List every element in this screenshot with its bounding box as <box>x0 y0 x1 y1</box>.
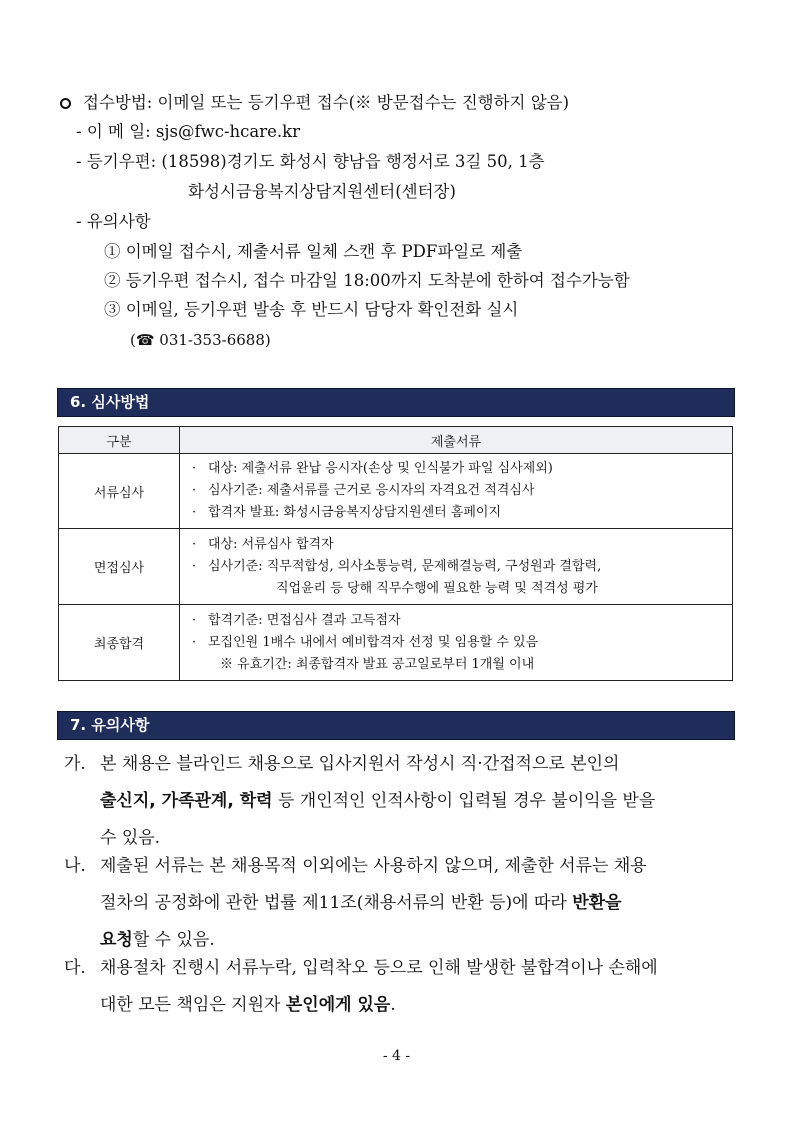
notice-label: 가. <box>64 754 86 774</box>
notes-title: - 유의사항 <box>76 212 151 231</box>
notice-na-line-1: 나. 제출된 서류는 본 채용목적 이외에는 사용하지 않으며, 제출한 서류는 채용 <box>64 848 739 885</box>
notice-na <box>64 848 739 959</box>
note-2: ② 등기우편 접수시, 접수 마감일 18:00까지 도착분에 한하여 접수가능함 <box>104 271 630 290</box>
list-item: · 심사기준: 제출서류를 근거로 응시자의 자격요건 적격심사 <box>192 483 535 498</box>
bold-emphasis: 본인에게 있음 <box>285 995 391 1015</box>
notice-ga-line-3: 수 있음. <box>100 828 161 848</box>
list-item: · 심사기준: 직무적합성, 의사소통능력, 문제해결능력, 구성원과 결합력, <box>192 558 602 574</box>
submission-heading-line <box>60 92 569 114</box>
notice-da <box>64 950 739 1024</box>
notice-da-line-1: 다. 채용절차 진행시 서류누락, 입력착오 등으로 인해 발생한 불합격이나 손해에 <box>64 950 739 987</box>
post-address-line: - 등기우편: (18598)경기도 화성시 향남읍 행정서로 3길 50, 1층 <box>76 152 545 171</box>
post-recipient-line: 화성시금융복지상담지원센터(센터장) <box>188 182 456 201</box>
list-item: · 모집인원 1배수 내에서 예비합격자 선정 및 임용할 수 있음 <box>192 634 539 650</box>
notice-na-line-2: 절차의 공정화에 관한 법률 제11조(채용서류의 반환 등)에 따라 반환을 <box>100 893 622 913</box>
section-7-header: 7. 유의사항 <box>57 711 735 740</box>
row-category: 면접심사 <box>59 529 180 605</box>
validity-note: ※ 유효기간: 최종합격자 발표 공고일로부터 1개월 이내 <box>220 656 535 672</box>
page-number: - 4 - <box>382 1048 411 1064</box>
row-category: 서류심사 <box>59 454 180 529</box>
note-3: ③ 이메일, 등기우편 발송 후 반드시 담당자 확인전화 실시 <box>104 300 519 319</box>
row-items <box>180 529 733 605</box>
list-item: · 합격자 발표: 화성시금융복지상담지원센터 홈페이지 <box>192 505 502 520</box>
row-items <box>180 454 733 529</box>
list-item: · 대상: 제출서류 완납 응시자(손상 및 인식불가 파일 심사제외) <box>192 461 553 476</box>
notice-ga-line-2: 출신지, 가족관계, 학력 등 개인적인 인적사항이 입력될 경우 불이익을 받을 <box>100 791 656 811</box>
notice-na-line-3: 요청할 수 있음. <box>100 930 215 950</box>
phone-number: (☎ 031-353-6688) <box>130 331 271 349</box>
hollow-circle-bullet-icon <box>60 98 71 109</box>
col-category-header: 구분 <box>59 427 180 454</box>
table-row <box>59 529 733 605</box>
notice-ga-line-1: 가. 본 채용은 블라인드 채용으로 입사지원서 작성시 직·간접적으로 본인의 <box>64 746 739 783</box>
list-item-continuation: 직업윤리 등 당해 직무수행에 필요한 능력 및 적격성 평가 <box>276 580 598 596</box>
table-row <box>59 454 733 529</box>
email-line: - 이 메 일: sjs@fwc-hcare.kr <box>76 122 301 141</box>
section-6-header: 6. 심사방법 <box>57 388 735 417</box>
notice-label: 다. <box>64 958 86 978</box>
notice-ga <box>64 746 739 857</box>
bold-emphasis: 출신지, 가족관계, 학력 <box>100 791 273 811</box>
review-method-table <box>58 426 733 681</box>
row-items <box>180 605 733 681</box>
submission-heading: 접수방법: 이메일 또는 등기우편 접수(※ 방문접수는 진행하지 않음) <box>83 93 570 112</box>
col-docs-header: 제출서류 <box>180 427 733 454</box>
bold-emphasis: 반환을 <box>572 893 622 913</box>
list-item: · 합격기준: 면접심사 결과 고득점자 <box>192 612 401 628</box>
table-row <box>59 605 733 681</box>
row-category: 최종합격 <box>59 605 180 681</box>
table-header-row <box>59 427 733 454</box>
bold-emphasis: 요청 <box>100 930 133 950</box>
notice-da-line-2: 대한 모든 책임은 지원자 본인에게 있음. <box>100 995 396 1015</box>
list-item: · 대상: 서류심사 합격자 <box>192 536 334 552</box>
note-1: ① 이메일 접수시, 제출서류 일체 스캔 후 PDF파일로 제출 <box>104 242 523 261</box>
notice-label: 나. <box>64 856 86 876</box>
